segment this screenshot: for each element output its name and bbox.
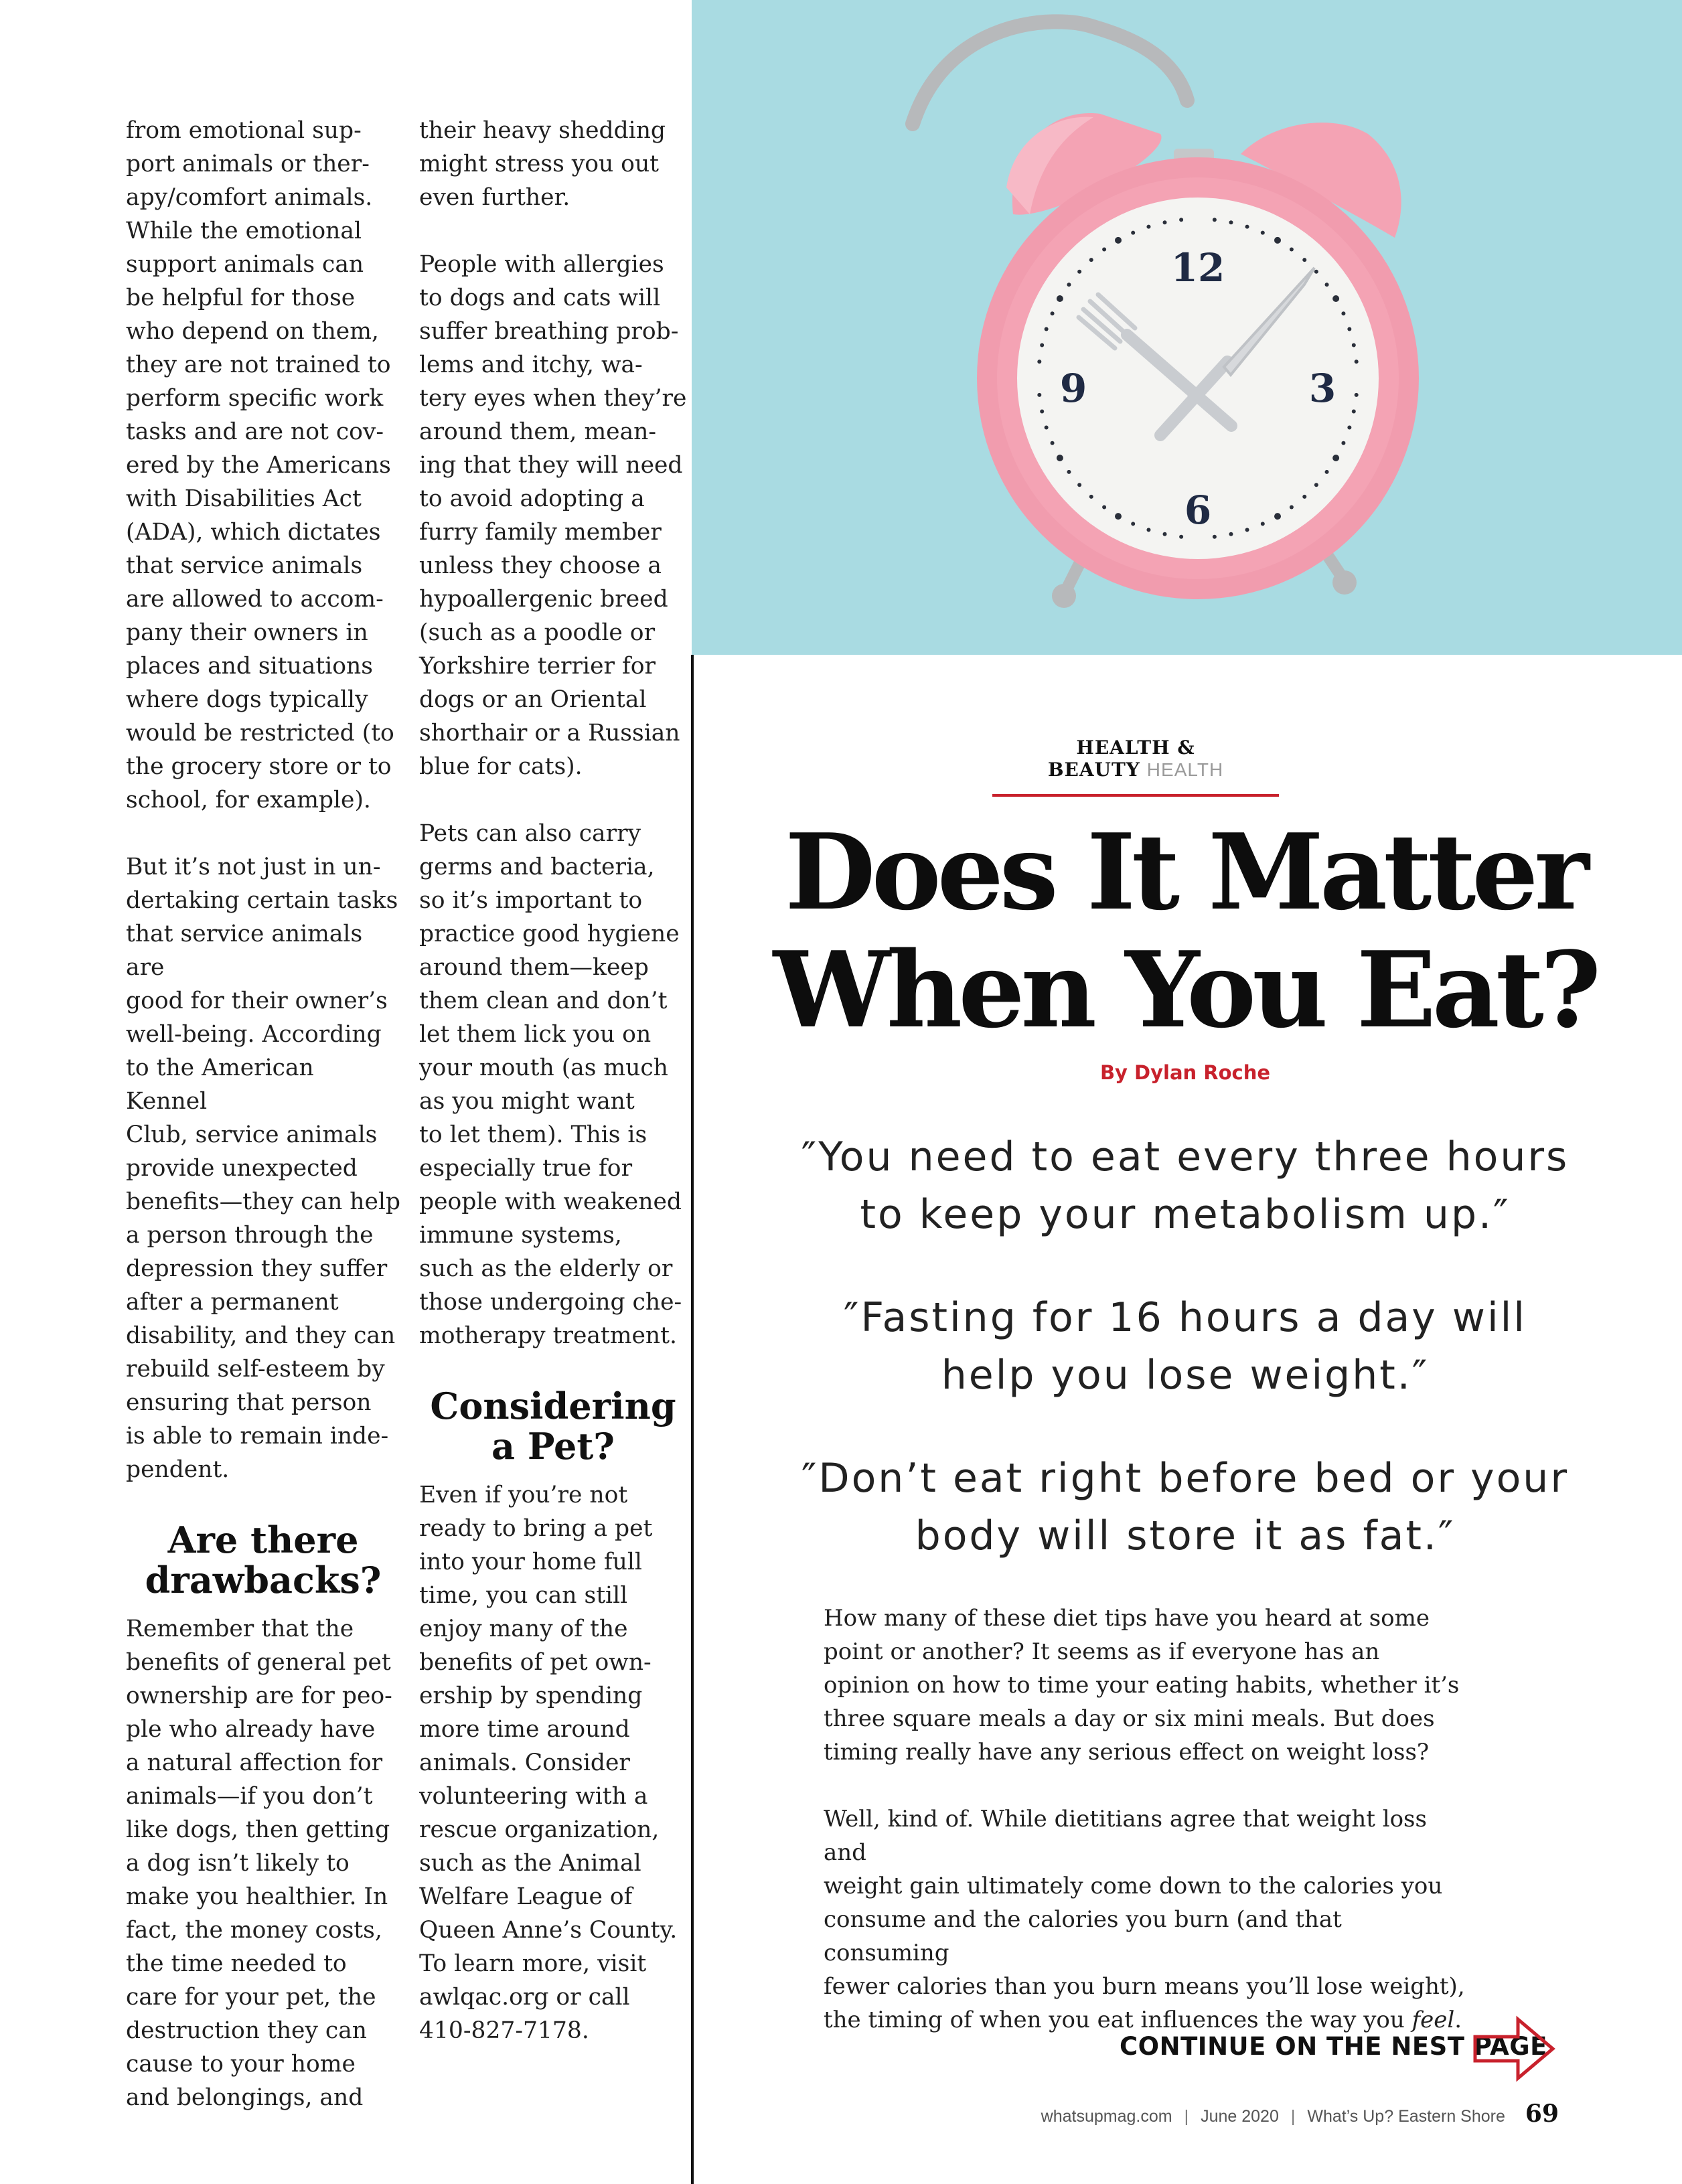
category-sub: HEALTH	[1146, 759, 1224, 780]
clock-minute-dot	[1352, 343, 1356, 347]
body-paragraph: from emotional sup- port animals or ther- apy/comfort animals. While the emotional support animals can be helpful for those who depend on them, they are not trained to perform specific work tasks and are not cov- ered by the Americans with Disabilities Act (ADA), which dictates that service animals are allowed to accom- pany their owners in places and situations where dogs typically would be restricted (to the grocery store or to school, for example).	[126, 117, 394, 813]
clock-minute-dot	[1290, 247, 1294, 251]
left-column	[126, 114, 400, 2148]
clock-minute-dot	[1179, 218, 1183, 222]
clock-minute-dot	[1245, 528, 1249, 532]
clock-minute-dot	[1040, 343, 1044, 347]
clock-minute-dot	[1057, 455, 1063, 461]
headline: Does It Matter When You Eat?	[773, 811, 1598, 1051]
clock-minute-dot	[1261, 522, 1265, 526]
section-subhead: Considering a Pet?	[430, 1385, 676, 1468]
category-main: HEALTH & BEAUTY	[1047, 736, 1195, 781]
clock-minute-dot	[1131, 522, 1135, 526]
clock-minute-dot	[1341, 311, 1345, 315]
clock-minute-dot	[1131, 231, 1135, 235]
clock-minute-dot	[1045, 327, 1049, 331]
clock-minute-dot	[1057, 295, 1063, 302]
clock-minute-dot	[1037, 360, 1041, 364]
body-paragraph: Remember that the benefits of general pet ownership are for peo- ple who already have a natural affection for animals—if you don’t like dogs, then getting a dog isn’t likely to make you healthier. In fact, the money costs, the time needed to care for your pet, the destruction they can cause to your home and belongings, and	[126, 1616, 392, 2111]
clock-minute-dot	[1051, 311, 1055, 315]
body-paragraph: How many of these diet tips have you heard at some point or another? It seems as if everyone has an opinion on how to time your eating habits, whether it’s three square meals a day or six mini meals. But does timing really have any serious effect on weight loss?	[824, 1605, 1460, 1766]
byline: By Dylan Roche	[1099, 1061, 1271, 1084]
section-subhead: Are there drawbacks?	[145, 1518, 382, 1602]
clock-minute-dot	[1037, 393, 1041, 397]
clock-minute-dot	[1302, 258, 1306, 262]
alarm-clock-icon	[692, 0, 1682, 655]
clock-minute-dot	[1290, 505, 1294, 510]
body-paragraph	[824, 1802, 1466, 2037]
clock-minute-dot	[1325, 470, 1329, 474]
page-number: 69	[1525, 2100, 1559, 2128]
clock-minute-dot	[1347, 426, 1351, 430]
clock-number-6: 6	[1184, 487, 1212, 533]
clock-minute-dot	[1325, 283, 1329, 287]
clock-minute-dot	[1274, 513, 1281, 520]
clock-minute-dot	[1146, 528, 1150, 532]
middle-column	[419, 114, 687, 2081]
clock-minute-dot	[1077, 270, 1081, 274]
footer-separator: |	[1184, 2107, 1189, 2126]
body-text: Well, kind of. While dietitians agree that weight loss and weight gain ultimately come down to the calories you consume and the calories you burn (and that consuming fewer calories than you burn means you’ll lose weight), the timing of when you eat influences the way you	[824, 1806, 1465, 2033]
clock-minute-dot	[1355, 360, 1359, 364]
footer-site[interactable]: whatsupmag.com	[1041, 2107, 1172, 2126]
clock-minute-dot	[1341, 441, 1345, 445]
clock-minute-dot	[1115, 513, 1122, 520]
clock-number-12: 12	[1170, 245, 1225, 291]
emphasis-text: feel	[1411, 2007, 1455, 2033]
body-paragraph: But it’s not just in un- dertaking certain tasks that service animals are good for their owner’s well-being. According to the American Kennel Club, service animals provide unexpected benefits—they can help a person through the depression they suffer after a permanent disability, and they can rebuild self-esteem by ensuring that person is able to remain inde- pendent.	[126, 854, 401, 1483]
clock-minute-dot	[1314, 483, 1318, 487]
continue-link[interactable]: CONTINUE ON THE NEST PAGE	[1120, 2032, 1547, 2061]
clock-minute-dot	[1314, 270, 1318, 274]
clock-minute-dot	[1245, 225, 1249, 229]
clock-minute-dot	[1067, 283, 1071, 287]
clock-minute-dot	[1213, 535, 1217, 539]
footer-issue: June 2020	[1201, 2107, 1279, 2126]
column-divider	[691, 655, 694, 2184]
article-body	[824, 1602, 1466, 2070]
clock-minute-dot	[1089, 258, 1093, 262]
clock-minute-dot	[1067, 470, 1071, 474]
footer-separator: |	[1290, 2107, 1296, 2126]
clock-minute-dot	[1163, 220, 1167, 224]
clock-minute-dot	[1274, 237, 1281, 244]
clock-minute-dot	[1045, 426, 1049, 430]
body-paragraph: Pets can also carry germs and bacteria, so it’s important to practice good hygiene around them—keep them clean and don’t let them lick you on your mouth (as much as you might want to let them). This is especially true for people with weakened immune systems, such as the elderly or those undergoing che- motherapy treatment.	[419, 820, 682, 1349]
clock-minute-dot	[1261, 231, 1265, 235]
article-photo	[692, 0, 1682, 655]
clock-minute-dot	[1302, 495, 1306, 499]
clock-minute-dot	[1051, 441, 1055, 445]
clock-number-9: 9	[1059, 366, 1087, 411]
clock-minute-dot	[1213, 218, 1217, 222]
clock-number-3: 3	[1308, 366, 1336, 411]
clock-minute-dot	[1347, 327, 1351, 331]
clock-minute-dot	[1102, 247, 1106, 251]
clock-minute-dot	[1355, 393, 1359, 397]
body-paragraph: their heavy shedding might stress you out even further.	[419, 117, 666, 211]
footer-edition: What’s Up? Eastern Shore	[1307, 2107, 1505, 2126]
clock-minute-dot	[1229, 220, 1233, 224]
body-text: .	[1454, 2007, 1462, 2033]
pull-quote: ″You need to eat every three hours to keep your metabolism up.″	[801, 1134, 1570, 1238]
clock-minute-dot	[1146, 225, 1150, 229]
clock-minute-dot	[1352, 409, 1356, 413]
arrow-right-icon[interactable]	[1471, 2014, 1558, 2084]
clock-minute-dot	[1332, 295, 1339, 302]
clock-minute-dot	[1077, 483, 1081, 487]
clock-minute-dot	[1179, 535, 1183, 539]
clock-minute-dot	[1229, 532, 1233, 536]
clock-minute-dot	[1102, 505, 1106, 510]
pull-quote: ″Fasting for 16 hours a day will help you lose weight.″	[844, 1294, 1527, 1399]
pull-quote: ″Don’t eat right before bed or your body will store it as fat.″	[801, 1455, 1570, 1559]
clock-minute-dot	[1332, 455, 1339, 461]
body-paragraph: People with allergies to dogs and cats will suffer breathing prob- lems and itchy, wa- tery eyes when they’re around them, mean- ing that they will need to avoid adopting a furry family member unless they choose a hypoallergenic breed (such as a poodle or Yorkshire terrier for dogs or an Oriental shorthair or a Russian blue for cats).	[419, 251, 687, 780]
clock-minute-dot	[1089, 495, 1093, 499]
page-footer	[1041, 2100, 1559, 2128]
category-label	[992, 736, 1279, 797]
clock-minute-dot	[1163, 532, 1167, 536]
clock-minute-dot	[1040, 409, 1044, 413]
clock-minute-dot	[1115, 237, 1122, 244]
body-paragraph: Even if you’re not ready to bring a pet into your home full time, you can still enjoy many of the benefits of pet own- ership by spending more time around animals. Consider volunteering with a rescue organization, such as the Animal Welfare League of Queen Anne’s County. To learn more, visit awlqac.org or call 410-827-7178.	[419, 1482, 678, 2044]
